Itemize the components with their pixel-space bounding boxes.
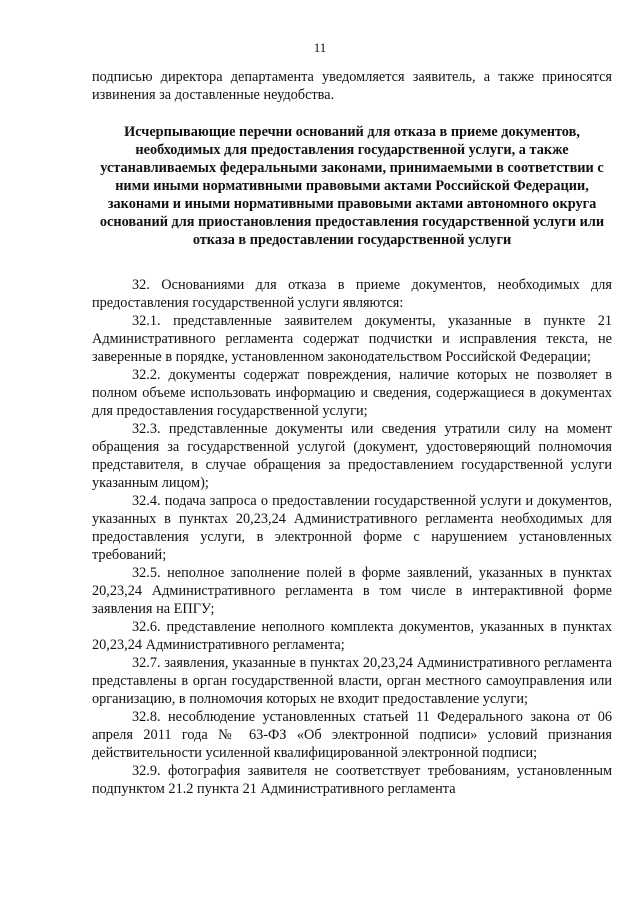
paragraph-list: [92, 276, 612, 798]
section-heading: Исчерпывающие перечни оснований для отказа в приеме документов, необходимых для предоставления государственной услуги, а также устанавливаемых федеральными законами, принимаемыми в соответствии с ними иными нормативными правовыми актами Российской Федерации, законами и иными нормативными правовыми актами автономного округа оснований для приостановления предоставления государственной услуги или отказа в предоставлении государственной услуги: [99, 124, 605, 248]
paragraph-32-1: 32.1. представленные заявителем документы, указанные в пункте 21 Административного регламента содержат подчистки и исправления текста, не заверенные в порядке, установленном законодательством Российской Федерации;: [92, 313, 612, 365]
paragraph-32-4: 32.4. подача запроса о предоставлении государственной услуги и документов, указанных в пунктах 20,23,24 Административного регламента необходимых для предоставления услуги, в электронной форме с нарушением установленных требований;: [92, 493, 612, 563]
page-number: 11: [313, 40, 327, 55]
paragraph-32-3: 32.3. представленные документы или сведения утратили силу на момент обращения за государственной услугой (документ, удостоверяющий полномочия представителя, в случае обращения за предоставлением государственной услуги указанным лицом);: [92, 421, 612, 491]
paragraph-32-5: 32.5. неполное заполнение полей в форме заявлений, указанных в пунктах 20,23,24 Административного регламента в том числе в интерактивной форме заявления на ЕПГУ;: [92, 565, 612, 617]
paragraph-32-6: 32.6. представление неполного комплекта документов, указанных в пунктах 20,23,24 Административного регламента;: [92, 619, 612, 653]
paragraph-32: 32. Основаниями для отказа в приеме документов, необходимых для предоставления государственной услуги являются:: [92, 277, 612, 311]
paragraph-32-2: 32.2. документы содержат повреждения, наличие которых не позволяет в полном объеме использовать информацию и сведения, содержащиеся в документах для предоставления государственной услуги;: [92, 367, 612, 419]
paragraph-32-8: 32.8. несоблюдение установленных статьей 11 Федерального закона от 06 апреля 2011 года № 63-ФЗ «Об электронной подписи» условий признания действительности усиленной квалифицированной электронной подписи;: [92, 709, 612, 761]
paragraph-32-9: 32.9. фотография заявителя не соответствует требованиям, установленным подпунктом 21.2 пункта 21 Административного регламента: [92, 763, 612, 797]
intro-paragraph: подписью директора департамента уведомляется заявитель, а также приносятся извинения за доставленные неудобства.: [92, 69, 612, 103]
paragraph-32-7: 32.7. заявления, указанные в пунктах 20,23,24 Административного регламента представлены в орган государственной власти, орган местного самоуправления или организацию, в полномочия которых не входит предоставление услуги;: [92, 655, 612, 707]
